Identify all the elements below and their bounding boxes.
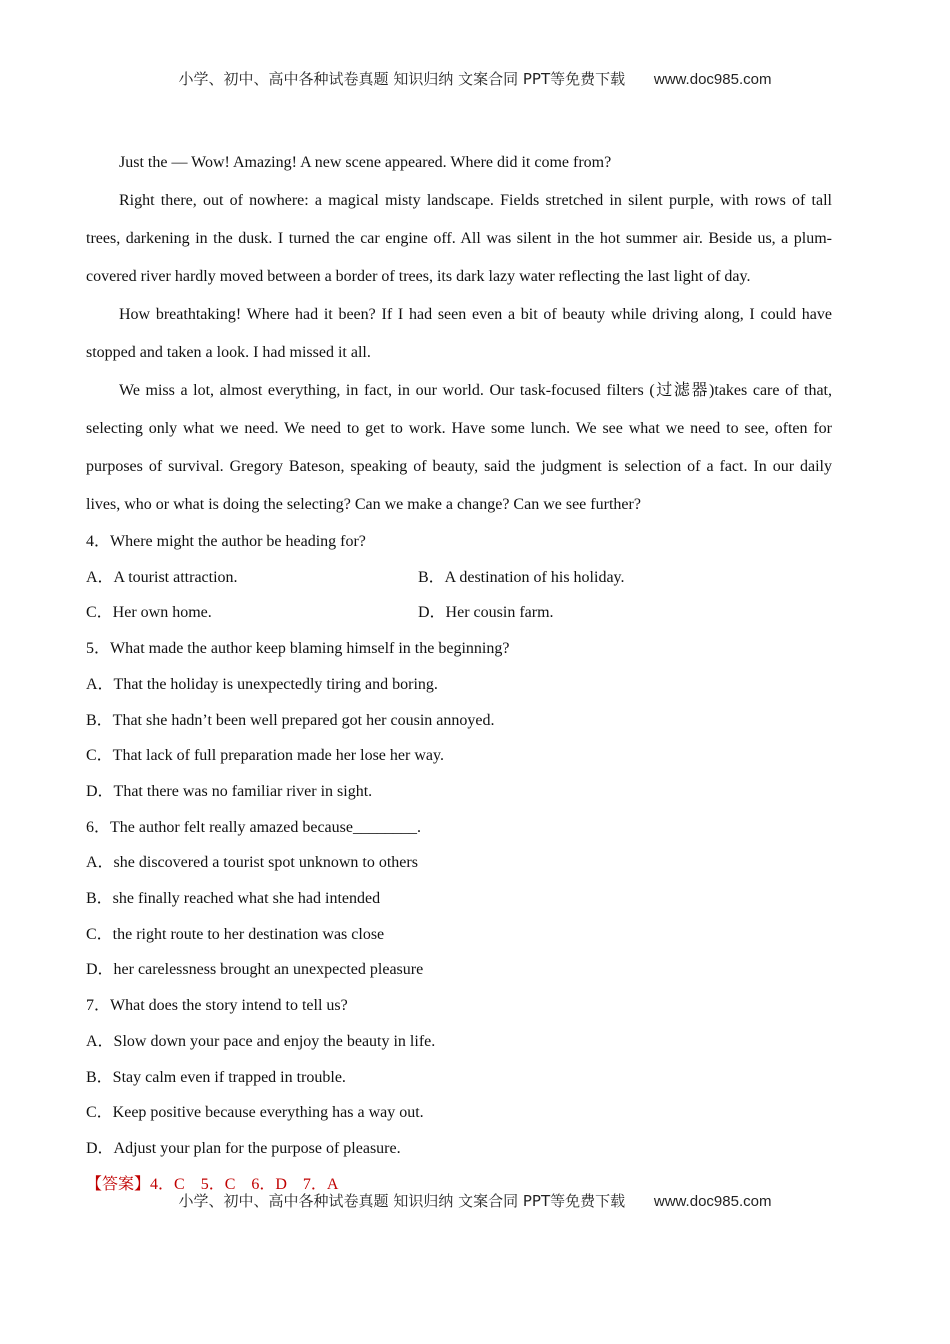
answer-values: 4．C 5．C 6．D 7．A <box>150 1175 339 1193</box>
question-4 <box>86 524 832 631</box>
footer-site-link[interactable]: www.doc985.com <box>653 1193 772 1210</box>
option-b: B．she finally reached what she had intended <box>86 890 381 908</box>
question-stem: 5．What made the author keep blaming himself in the beginning? <box>86 640 510 658</box>
option-d: D．That there was no familiar river in sight. <box>86 782 373 800</box>
footer-text: 小学、初中、高中各种试卷真题 知识归纳 文案合同 PPT等免费下载 <box>178 1192 626 1210</box>
option-a: A．A tourist attraction. <box>86 568 238 586</box>
option-b: B．A destination of his holiday. <box>418 568 625 586</box>
option-d: D．Her cousin farm. <box>418 604 554 622</box>
passage-paragraph-2: Right there, out of nowhere: a magical misty landscape. Fields stretched in silent purple, with rows of tall trees, darkening in the dusk. I turned the car engine off. All was silent in the hot summer air. Beside us, a plum-covered river hardly moved between a border of trees, its dark lazy water reflecting the last light of day. <box>86 192 832 285</box>
option-c: C．Keep positive because everything has a way out. <box>86 1104 424 1122</box>
question-stem: 7．What does the story intend to tell us? <box>86 997 348 1015</box>
option-c: C．Her own home. <box>86 604 212 622</box>
page-header-banner <box>0 68 950 89</box>
option-a: A．she discovered a tourist spot unknown to others <box>86 854 418 872</box>
option-d: D．Adjust your plan for the purpose of pleasure. <box>86 1139 401 1157</box>
passage-paragraph-1: Just the — Wow! Amazing! A new scene appeared. Where did it come from? <box>119 154 612 171</box>
question-stem: 4．Where might the author be heading for? <box>86 533 366 550</box>
passage-paragraph-4: We miss a lot, almost everything, in fact, in our world. Our task-focused filters (过滤器)takes care of that, selecting only what we need. We need to get to work. Have some lunch. We see what we need to see, often for purposes of survival. Gregory Bateson, speaking of beauty, said the judgment is selection of a fact. In our daily lives, who or what is doing the selecting? Can we make a change? Can we see further? <box>86 382 832 513</box>
question-7 <box>86 988 832 1167</box>
header-text: 小学、初中、高中各种试卷真题 知识归纳 文案合同 PPT等免费下载 <box>178 70 626 88</box>
question-6 <box>86 810 832 989</box>
option-a: A．Slow down your pace and enjoy the beauty in life. <box>86 1032 436 1050</box>
option-b: B．Stay calm even if trapped in trouble. <box>86 1068 346 1086</box>
header-site-link[interactable]: www.doc985.com <box>653 71 772 88</box>
option-b: B．That she hadn’t been well prepared got her cousin annoyed. <box>86 711 495 729</box>
passage-paragraph-3: How breathtaking! Where had it been? If I had seen even a bit of beauty while driving along, I could have stopped and taken a look. I had missed it all. <box>86 306 832 361</box>
option-c: C．the right route to her destination was close <box>86 925 385 943</box>
option-c: C．That lack of full preparation made her lose her way. <box>86 747 444 765</box>
option-a: A．That the holiday is unexpectedly tiring and boring. <box>86 675 438 693</box>
option-d: D．her carelessness brought an unexpected pleasure <box>86 961 424 979</box>
answer-label: 【答案】 <box>86 1175 151 1193</box>
page-footer-banner <box>0 1190 950 1211</box>
document-body <box>86 144 832 1202</box>
question-stem: 6．The author felt really amazed because________. <box>86 818 421 836</box>
option-row <box>86 560 832 596</box>
option-row <box>86 595 832 631</box>
question-5 <box>86 631 832 810</box>
